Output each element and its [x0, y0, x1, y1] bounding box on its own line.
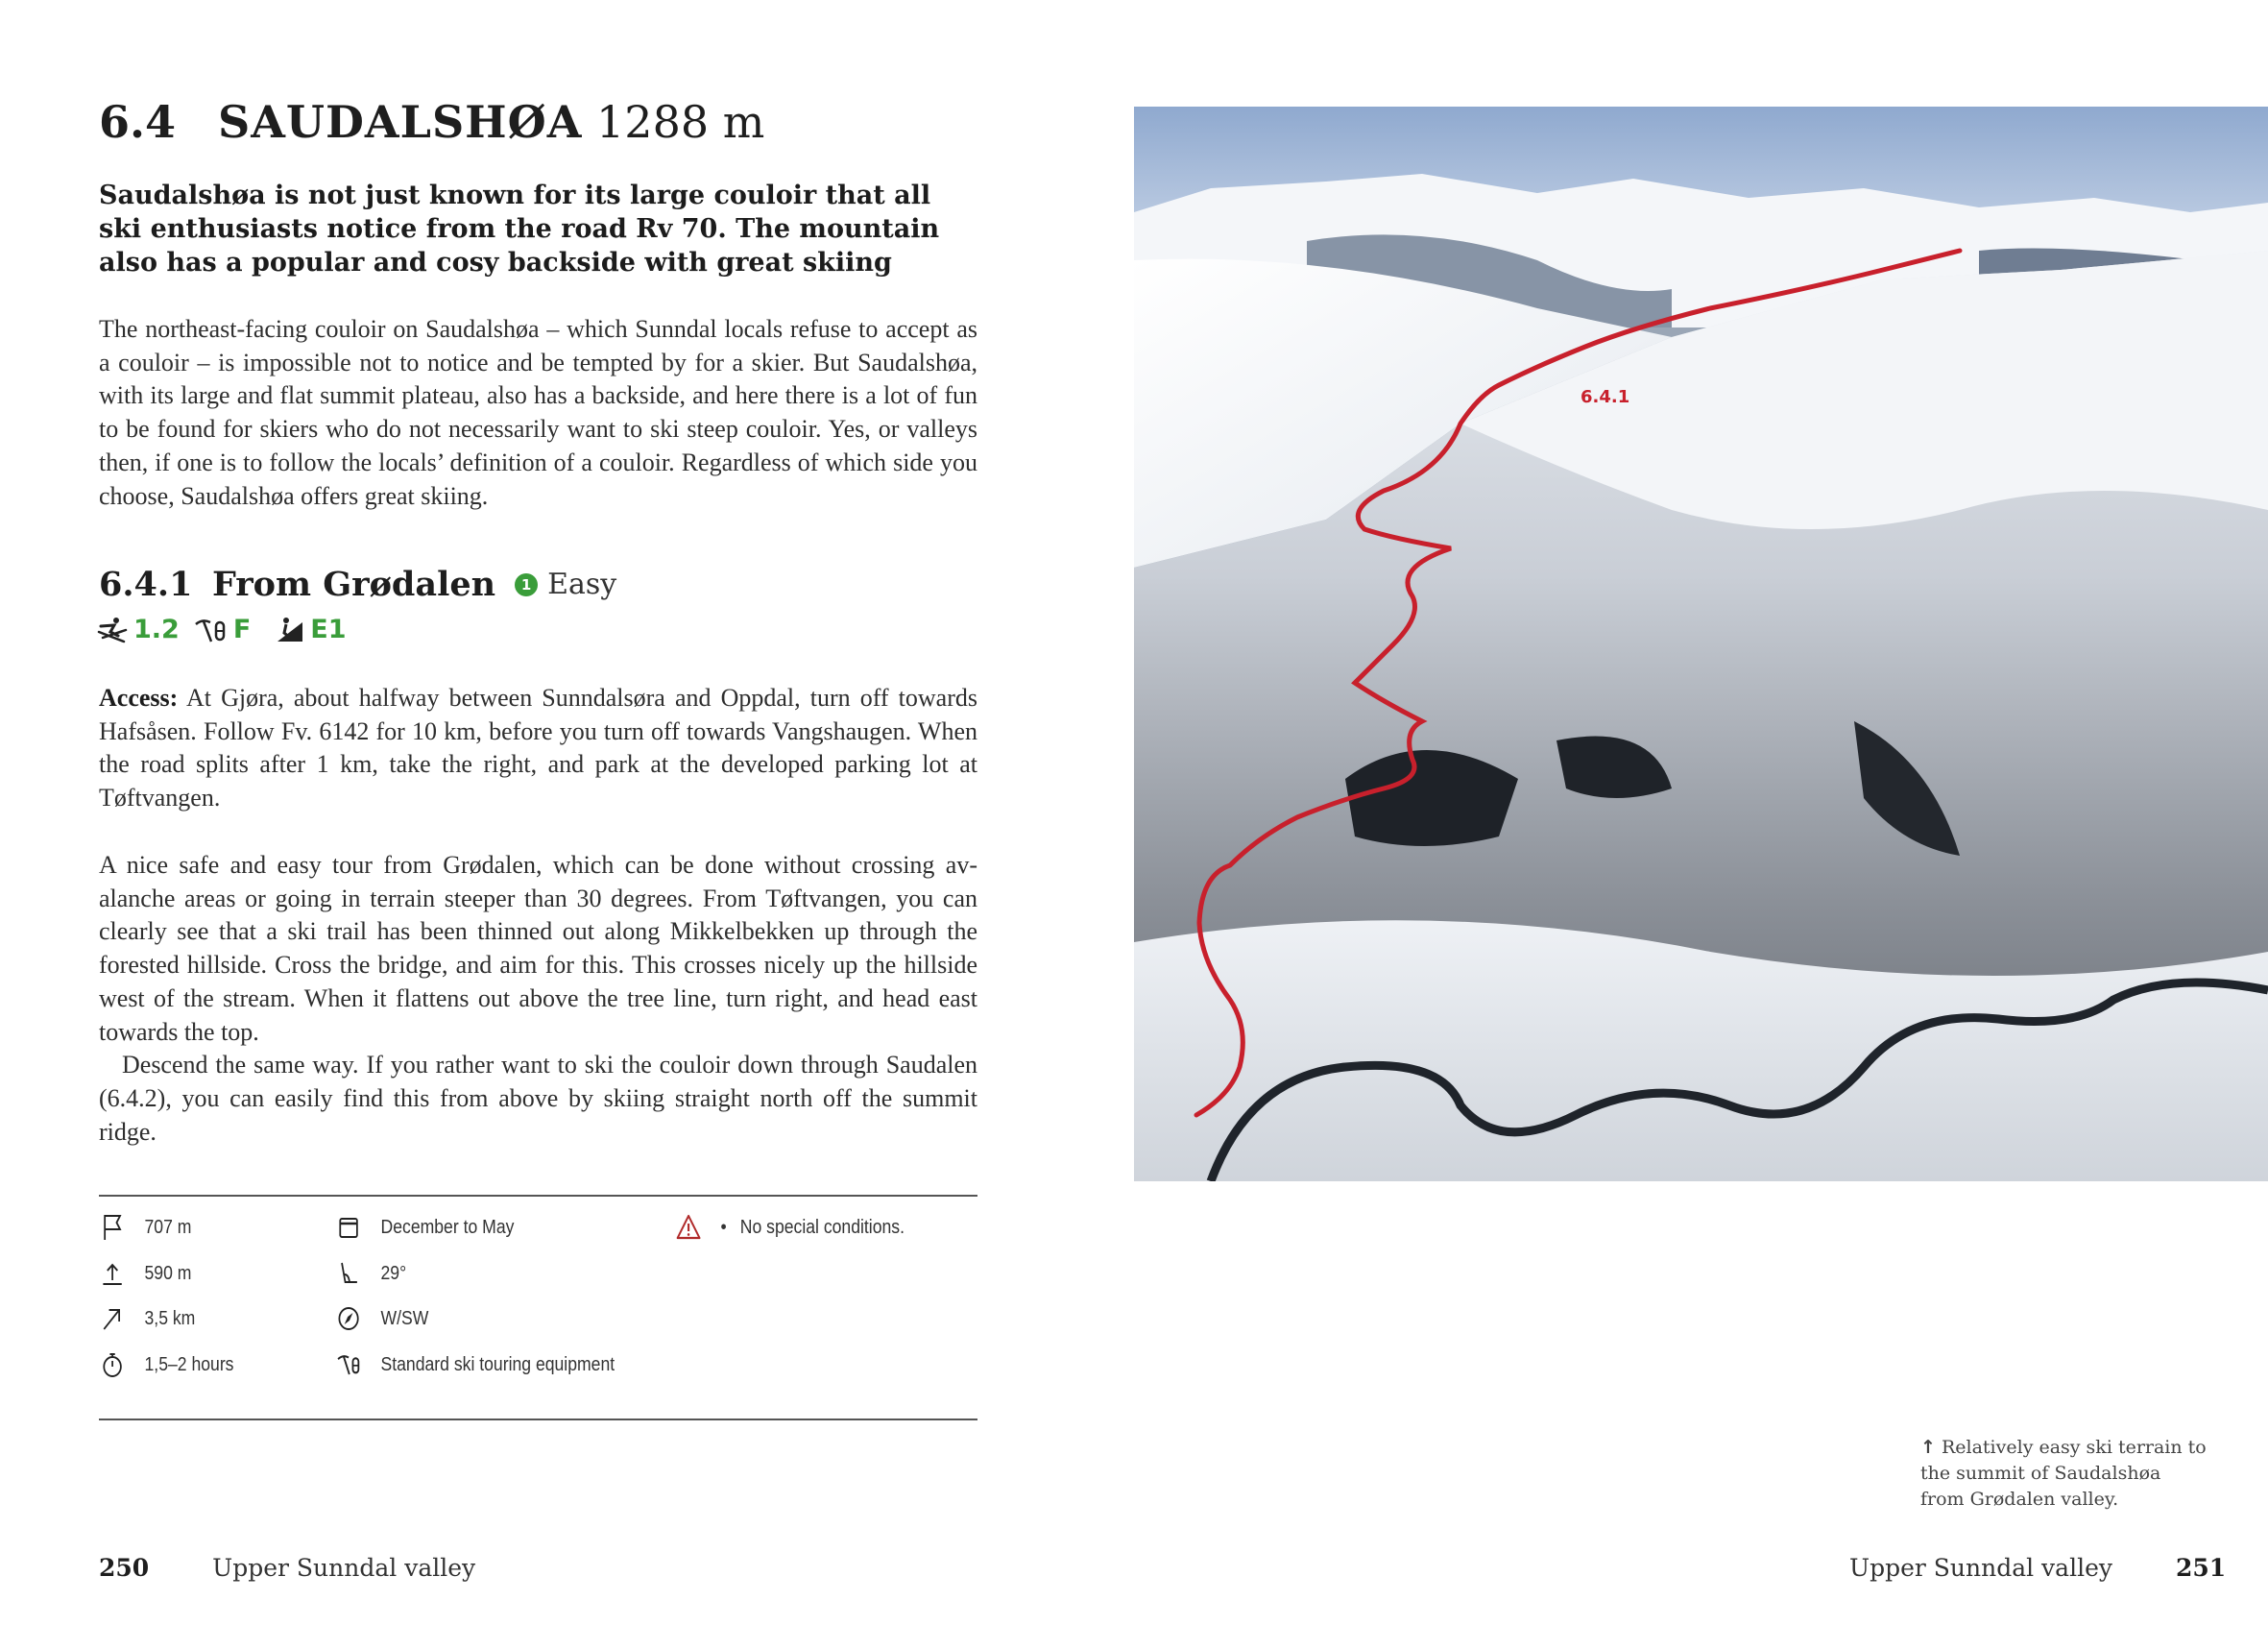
bullet-icon: •: [720, 1216, 727, 1238]
route-facts: [99, 1212, 977, 1404]
lead-paragraph: Saudalshøa is not just known for its large couloir that all ski enthusiasts notice from the road Rv 70. The mountain also has a popular and cosy backside with great skiing: [99, 181, 940, 278]
page-number-left: 250: [99, 1554, 150, 1582]
running-title-right: Upper Sunndal valley: [1849, 1554, 2112, 1582]
fact-distance-value: 3,5 km: [144, 1307, 196, 1329]
route-ratings: [97, 615, 360, 644]
compass-icon: [335, 1303, 362, 1334]
ski-rating: 1.2: [133, 615, 180, 644]
fact-equipment: [335, 1349, 615, 1380]
fact-aspect: [335, 1303, 428, 1334]
mountain-photo: [1134, 107, 2268, 1181]
intro-paragraph: The northeast-facing couloir on Saudalshøa – which Sunndal locals refuse to accept as a couloir – is impossible not to notice and be tempted by for a skier. But Saudalshøa, with its large and flat summit plateau, also has a backside, and here there is a lot of fun to be found for skiers who do not necessarily want to ski steep couloir. Yes, or valleys then, if one is to follow the locals’ definition of a couloir. Regardless of which side you choose, Saudalshøa offers great skiing.: [99, 315, 977, 510]
route-title: From Grødalen: [212, 565, 496, 604]
equipment-rating: F: [232, 615, 252, 644]
skier-icon: [97, 617, 128, 643]
description-paragraph-2: Descend the same way. If you rather want to ski the couloir down through Saudalen (6.4.2), you can easily find this from above by skiing straight north off the summit ridge.: [99, 1051, 977, 1146]
angle-icon: [335, 1258, 362, 1289]
warning-icon: [675, 1212, 702, 1243]
fact-time-value: 1,5–2 hours: [144, 1353, 234, 1375]
distance-arrow-icon: [99, 1303, 126, 1334]
route-heading: [99, 565, 616, 604]
stopwatch-icon: [99, 1349, 126, 1380]
fact-steepness-value: 29°: [380, 1262, 407, 1284]
ice-axe-icon: [193, 617, 228, 643]
access-paragraph: [99, 682, 977, 815]
fact-vertical-value: 707 m: [144, 1216, 192, 1238]
fact-vertical: [99, 1212, 191, 1243]
facts-bottom-rule: [99, 1419, 977, 1420]
arrow-up-icon: ↑: [1920, 1437, 1936, 1458]
ice-axe-icon: [335, 1349, 362, 1380]
fact-season-value: December to May: [380, 1216, 515, 1238]
fact-time: [99, 1349, 233, 1380]
running-title-left: Upper Sunndal valley: [212, 1554, 476, 1582]
route-label: 6.4.1: [1580, 387, 1630, 407]
facts-top-rule: [99, 1195, 977, 1197]
photo-caption: [1920, 1435, 2208, 1513]
access-label: Access:: [99, 684, 179, 712]
grade-badge: 1: [515, 573, 538, 596]
exposure-icon: [276, 617, 304, 643]
fact-distance: [99, 1303, 195, 1334]
flag-icon: [99, 1212, 126, 1243]
grade-label: Easy: [547, 568, 617, 601]
route-description: [99, 849, 977, 1149]
fact-equipment-value: Standard ski touring equipment: [380, 1353, 615, 1375]
fact-warning: [675, 1212, 905, 1243]
fact-season: [335, 1212, 514, 1243]
footer-right: [1849, 1554, 2226, 1582]
access-text: At Gjøra, about halfway between Sunndalsøra and Oppdal, turn off towards Hafsåsen. Follow Fv. 6142 for 10 km, before you turn off towards Vangshaugen. When the road splits after 1 km, take the right, and park at the developed parking lot at Tøftvangen.: [99, 684, 977, 812]
fact-warning-value: No special conditions.: [739, 1216, 905, 1238]
mountain-elevation: 1288 m: [596, 96, 765, 148]
fact-steepness: [335, 1258, 406, 1289]
fact-ascent-value: 590 m: [144, 1262, 192, 1284]
fact-aspect-value: W/SW: [380, 1307, 429, 1329]
caption-text: Relatively easy ski terrain to the summit of Saudalshøa from Grødalen valley.: [1920, 1437, 2207, 1510]
page-number-right: 251: [2175, 1554, 2227, 1582]
section-number: 6.4: [99, 96, 177, 148]
route-number: 6.4.1: [99, 565, 193, 604]
exposure-rating: E1: [310, 615, 347, 644]
fact-ascent: [99, 1258, 191, 1289]
calendar-icon: [335, 1212, 362, 1243]
footer-left: [99, 1554, 475, 1582]
ascent-icon: [99, 1258, 126, 1289]
description-paragraph-1: A nice safe and easy tour from Grødalen, which can be done without crossing av-alanche areas or going in terrain steeper than 30 degrees. From Tøftvangen, you can clearly see that a ski trail has been thinned out along Mikkelbekken up through the forested hillside. Cross the bridge, and aim for this. This crosses nicely up the hillside west of the stream. When it flattens out above the tree line, turn right, and head east towards the top.: [99, 851, 977, 1046]
mountain-photo-illustration: [1134, 107, 2268, 1181]
mountain-name: SAUDALSHØA: [218, 96, 583, 148]
section-heading: [99, 96, 764, 148]
